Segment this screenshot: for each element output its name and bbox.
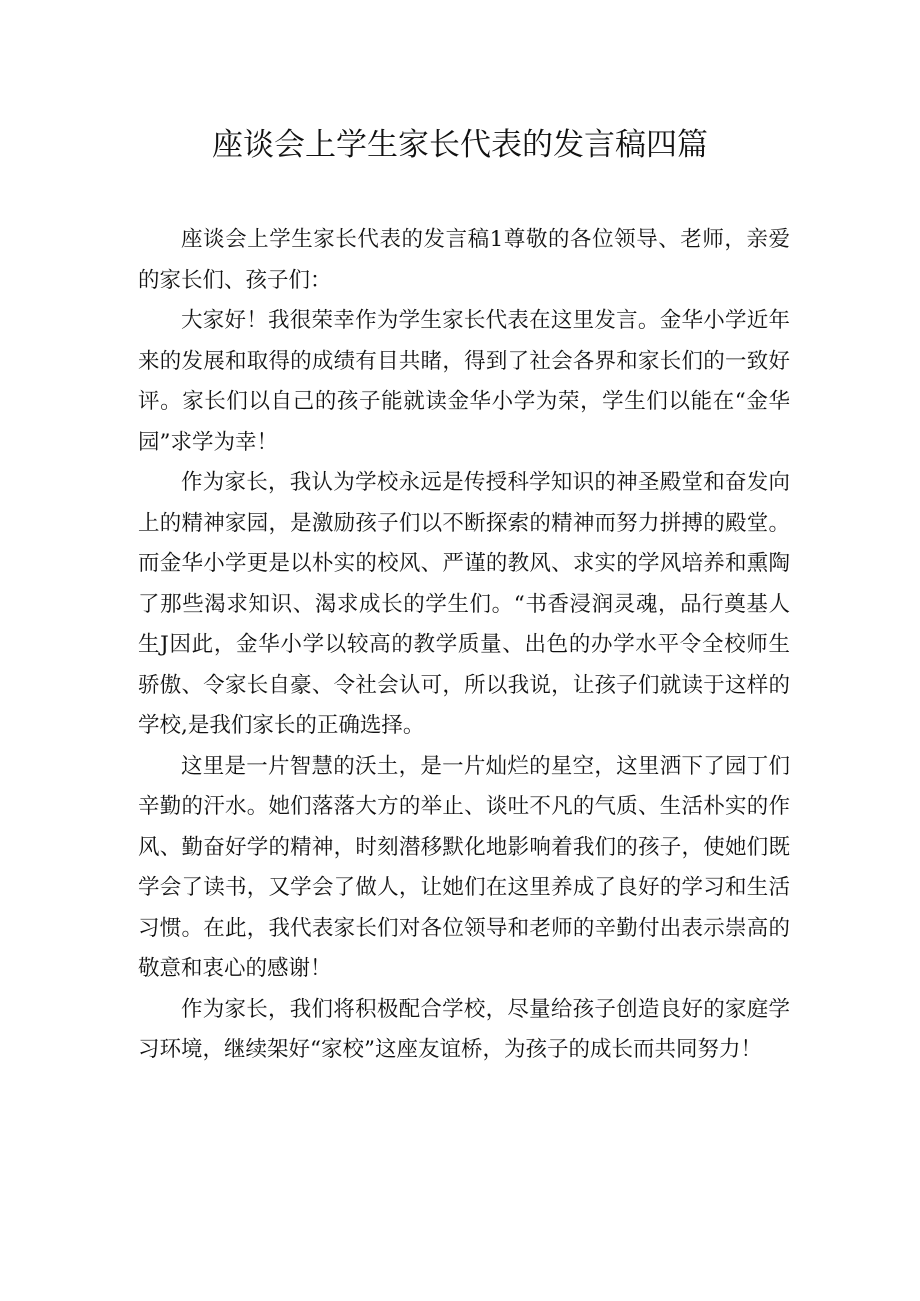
paragraph-3: 作为家长，我认为学校永远是传授科学知识的神圣殿堂和奋发向上的精神家园，是激励孩子们以不断探索的精神而努力拼搏的殿堂。而金华小学更是以朴实的校风、严谨的教风、求实的学风培养和熏陶了那些渴求知识、渴求成长的学生们。“书香浸润灵魂，品行奠基人生J因此，金华小学以较高的教学质量、出色的办学水平令全校师生骄傲、令家长自豪、令社会认可，所以我说，让孩子们就读于这样的学校,是我们家长的正确选择。 — [138, 470, 790, 738]
paragraph-1: 座谈会上学生家长代表的发言稿1尊敬的各位领导、老师，亲爱的家长们、孩子们： — [138, 227, 790, 293]
paragraph-2: 大家好！我很荣幸作为学生家长代表在这里发言。金华小学近年来的发展和取得的成绩有目共睹，得到了社会各界和家长们的一致好评。家长们以自己的孩子能就读金华小学为荣，学生们以能在“金华园”求学为幸！ — [138, 308, 790, 455]
paragraph-4: 这里是一片智慧的沃土，是一片灿烂的星空，这里洒下了园丁们辛勤的汗水。她们落落大方的举止、谈吐不凡的气质、生活朴实的作风、勤奋好学的精神，时刻潜移默化地影响着我们的孩子，使她们既学会了读书，又学会了做人，让她们在这里养成了良好的学习和生活习惯。在此，我代表家长们对各位领导和老师的辛勤付出表示崇高的敬意和衷心的感谢！ — [138, 753, 790, 981]
document-body — [138, 220, 790, 1071]
document-title: 座谈会上学生家长代表的发言稿四篇 — [212, 127, 708, 163]
paragraph-5: 作为家长，我们将积极配合学校，尽量给孩子创造良好的家庭学习环境，继续架好“家校”这座友谊桥，为孩子的成长而共同努力！ — [138, 996, 790, 1062]
